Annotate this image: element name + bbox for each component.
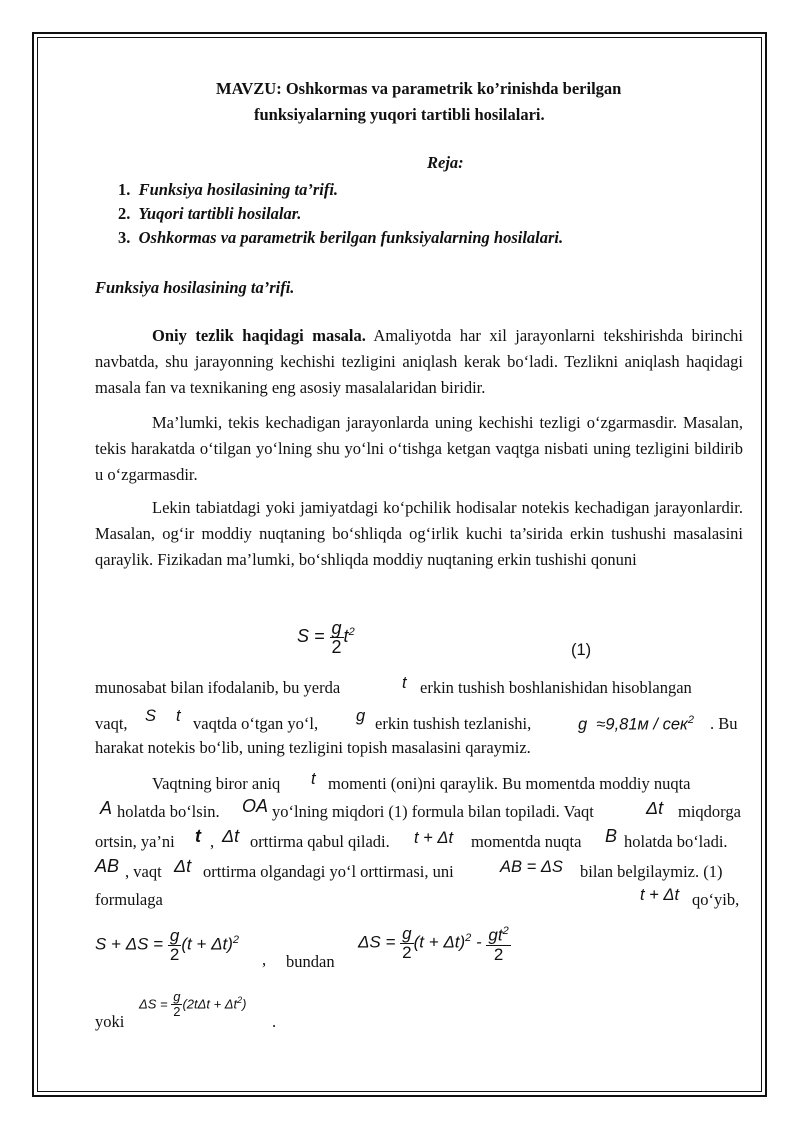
text-line: orttirma qabul qiladi. [250,832,390,851]
text-line: Vaqtning biror aniq [152,774,281,793]
text-line: , [262,950,267,969]
paragraph-1 [95,323,743,401]
text-line: . Bu [710,714,738,733]
text-line: formulaga [95,890,163,909]
text-line: erkin tushish tezlanishi, [375,714,532,733]
formula-increment: S + ΔS = $\frac{g}{2}$ $(t + \Delta t)^2$ [95,925,239,964]
plan-item-text: Yuqori tartibli hosilalar. [138,204,302,223]
text-line: holatda bo‘ladi. [624,832,728,851]
plan-item-number: 3. [118,228,131,247]
math-symbol: t [195,826,201,846]
text-line: holatda bo‘lsin. [117,802,220,821]
text-line: , [210,832,215,851]
paragraph-2 [95,410,743,488]
formula-delta-s-expanded: ΔS = $\frac{g}{2}$ $(2t\Delta t + \Delta t^2)$ [139,989,247,1020]
plan-item-number: 1. [118,180,131,199]
text-line: yo‘lning miqdori (1) formula bilan topiladi. Vaqt [272,802,594,821]
plan-item-3 [118,228,563,248]
plan-heading: Reja: [427,153,464,172]
paragraph-lead: Oniy tezlik haqidagi masala. [152,326,366,345]
formula-free-fall: S = $\frac{g}{2}$ $t^2$ [297,617,355,657]
section-heading: Funksiya hosilasining ta’rifi. [95,278,295,297]
text-line: vaqt, [95,714,128,733]
formula-number: (1) [571,641,592,659]
math-symbol: OA [242,796,269,816]
math-symbol: Δt [222,826,240,846]
text-line: momenti (oni)ni qaraylik. Bu momentda moddiy nuqta [328,774,691,793]
math-symbol: t [311,770,316,788]
text-line: momentda nuqta [471,832,582,851]
paragraph-3 [95,495,743,573]
math-symbol: A [100,798,113,818]
text-line: bundan [286,952,335,971]
paragraph-text: Amaliyotda har xil jarayonlarni tekshirishda birinchi navbatda, shu jarayonning kechishi tezligini aniqlash kerak bo‘ladi. Tezlikni aniqlash haqidagi masala fan va texnikaning eng asosiy masalalaridan biridir. [95,326,744,397]
math-symbol: B [605,826,618,846]
formula-delta-s: ΔS = $\frac{g}{2}$ $(t + \Delta t)^2$ - $\frac{gt^2}{2}$ [358,923,509,964]
text-line: . [272,1012,277,1031]
text-line: erkin tushish boshlanishidan hisoblangan [420,678,692,697]
math-symbol: g [356,707,366,725]
plan-item-2 [118,204,301,224]
math-symbol: t + Δt [414,829,454,847]
math-symbol: t [176,707,181,725]
text-line: bilan belgilaymiz. (1) [580,862,723,881]
title-line-2: funksiyalarning yuqori tartibli hosilalari. [254,105,545,124]
math-symbol: AB = ΔS [500,858,563,876]
plan-item-1 [118,180,338,200]
text-line: munosabat bilan ifodalanib, bu yerda [95,678,341,697]
text-line: yoki [95,1012,125,1031]
paragraph-text: Ma’lumki, tekis kechadigan jarayonlarda uning kechishi tezligi o‘zgarmasdir. Masalan, tekis harakatda o‘tilgan yo‘lning shu yo‘lni o‘tishga ketgan vaqtga nisbati uning tezligini bildirib u o‘zgarmasdir. [95,413,743,484]
text-line: orttirma olgandagi yo‘l orttirmasi, uni [203,862,454,881]
text-line: vaqtda o‘tgan yo‘l, [193,714,319,733]
plan-item-text: Oshkormas va parametrik berilgan funksiyalarning hosilalari. [138,228,564,247]
text-line: qo‘yib, [692,890,740,909]
math-gravity-value: g ≈9,81м / сек$^2$ [578,714,694,734]
math-symbol: t [402,674,407,692]
math-symbol: AB [95,856,120,876]
math-symbol: Δt [174,856,192,876]
text-line: , vaqt [125,862,162,881]
math-symbol: t + Δt [640,886,680,904]
paragraph-text: Lekin tabiatdagi yoki jamiyatdagi ko‘pchilik hodisalar notekis kechadigan jarayonlardir. Masalan, og‘ir moddiy nuqtaning bo‘shliqda og‘irlik kuchi ta’sirida erkin tushushi masalasini qaraylik. Fizikadan ma’lumki, bo‘shliqda moddiy nuqtaning erkin tushishi qonuni [95,498,743,569]
text-line: harakat notekis bo‘lib, uning tezligini topish masalasini qaraymiz. [95,738,531,757]
math-symbol: Δt [646,798,664,818]
text-line: ortsin, ya’ni [95,832,175,851]
plan-item-text: Funksiya hosilasining ta’rifi. [138,180,339,199]
text-line: miqdorga [678,802,741,821]
title-line-1: MAVZU: Oshkormas va parametrik ko’rinishda berilgan [216,79,622,98]
plan-item-number: 2. [118,204,131,223]
math-symbol: S [145,707,157,725]
